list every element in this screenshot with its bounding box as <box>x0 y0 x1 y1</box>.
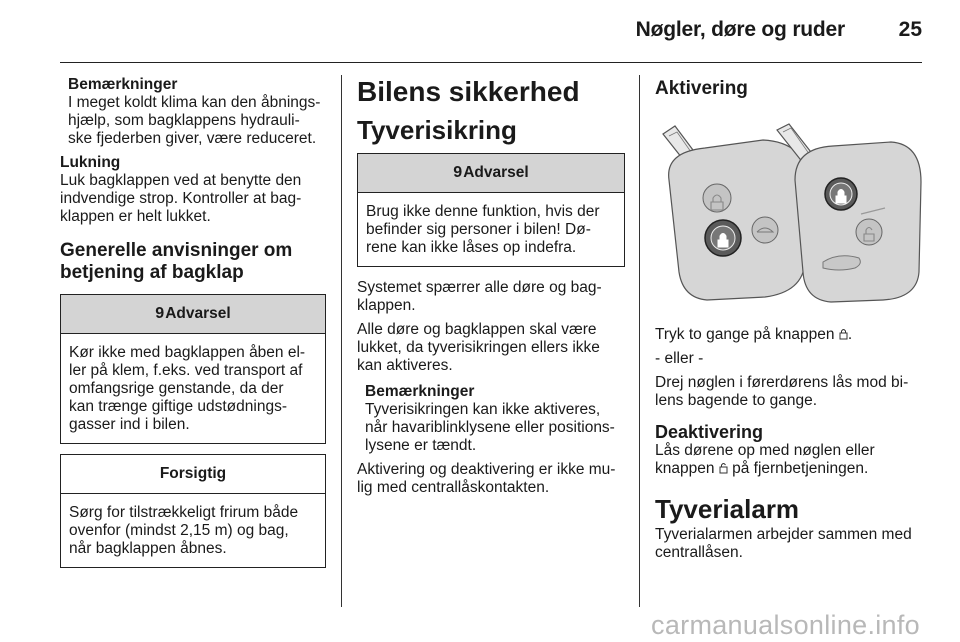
lock-icon <box>839 328 848 340</box>
subsection-heading: Tyverisikring <box>357 115 517 145</box>
box-line: befinder sig personer i bilen! Dø- <box>366 221 591 238</box>
warning-box-title: Advarsel <box>463 164 529 181</box>
warning-triangle-icon: 9 <box>155 305 165 322</box>
note-title: Bemærkninger <box>365 383 475 400</box>
page-number: 25 <box>898 18 922 41</box>
note-line: ske fjederben giver, være reduceret. <box>68 130 317 147</box>
note-line: Tyverisikringen kan ikke aktiveres, <box>365 401 601 418</box>
body-line: Tyverialarmen arbejder sammen med <box>655 526 912 543</box>
box-line: Sørg for tilstrækkeligt frirum både <box>69 504 299 521</box>
note-line: lysene er tændt. <box>365 437 477 454</box>
box-line: ler på klem, f.eks. ved transport af <box>69 362 303 379</box>
heading-line: Generelle anvisninger om <box>60 240 293 261</box>
body-line: Luk bagklappen ved at benytte den <box>60 172 302 189</box>
column-3 <box>655 76 923 562</box>
paragraph <box>357 461 625 497</box>
body-line: lens bagende to gange. <box>655 392 818 409</box>
aktivering-title: Aktivering <box>655 78 748 99</box>
body-line: indvendige strop. Kontroller at bag- <box>60 190 302 207</box>
lukning-title: Lukning <box>60 154 121 171</box>
column-1 <box>60 76 326 568</box>
body-line: Lås dørene op med nøglen eller <box>655 442 875 459</box>
body-line: Drej nøglen i førerdørens lås mod bi- <box>655 374 909 391</box>
box-line: når bagklappen åbnes. <box>69 540 227 557</box>
caution-box <box>60 454 326 568</box>
body-line: Aktivering og deaktivering er ikke mu- <box>357 461 616 478</box>
body-line: Alle døre og bagklappen skal være <box>357 321 597 338</box>
warning-box-header <box>358 154 624 193</box>
watermark: carmanualsonline.info <box>651 610 920 640</box>
box-line: gasser ind i bilen. <box>69 416 190 433</box>
heading-line: betjening af bagklap <box>60 262 244 283</box>
section-heading: Bilens sikkerhed <box>357 76 580 107</box>
remote-key-illustration <box>655 122 923 312</box>
general-heading <box>60 240 326 284</box>
note-line: hjælp, som bagklappens hydrauli- <box>68 112 300 129</box>
body-line: lig med centrallåskontakten. <box>357 479 550 496</box>
tryk-instruction <box>655 326 923 344</box>
warning-box-title: Advarsel <box>165 305 231 322</box>
paragraph <box>357 279 625 315</box>
column-2 <box>357 76 625 497</box>
warning-box-header <box>61 295 325 334</box>
body-line: klappen. <box>357 297 416 314</box>
column-divider-1 <box>341 75 342 607</box>
deakt-instruction <box>655 460 923 478</box>
lukning-section <box>60 154 326 226</box>
column-divider-2 <box>639 75 640 607</box>
box-line: Kør ikke med bagklappen åben el- <box>69 344 306 361</box>
warning-triangle-icon: 9 <box>453 164 463 181</box>
eller-line: - eller - <box>655 350 704 367</box>
deakt-text: knappen <box>655 460 719 477</box>
alarm-heading: Tyverialarm <box>655 494 800 524</box>
deakt-end: på fjernbetjeningen. <box>727 460 869 477</box>
paragraph <box>357 321 625 375</box>
body-line: kan aktiveres. <box>357 357 453 374</box>
warning-box-body <box>358 193 624 266</box>
warning-box-tailgate <box>60 294 326 444</box>
note-title: Bemærkninger <box>68 76 178 93</box>
box-line: omfangsrige genstande, da der <box>69 380 284 397</box>
caution-box-title: Forsigtig <box>159 465 227 482</box>
warning-box-body <box>61 334 325 443</box>
note-block <box>357 383 625 455</box>
box-line: Brug ikke denne funktion, hvis der <box>366 203 600 220</box>
tryk-end: . <box>847 326 853 343</box>
unlock-icon <box>719 462 728 474</box>
note-line: når havariblinklysene eller positions- <box>365 419 615 436</box>
body-line: centrallåsen. <box>655 544 743 561</box>
note-block <box>60 76 326 148</box>
paragraph <box>655 374 923 410</box>
caution-box-header <box>61 455 325 494</box>
box-line: kan trænge giftige udstødnings- <box>69 398 287 415</box>
page-header-title: Nøgler, døre og ruder <box>635 18 845 41</box>
box-line: rene kan ikke låses op indefra. <box>366 239 577 256</box>
remote-key-left <box>663 126 811 300</box>
tryk-text: Tryk to gange på knappen <box>655 326 839 343</box>
header-divider <box>60 62 922 63</box>
note-line: I meget koldt klima kan den åbnings- <box>68 94 321 111</box>
warning-box-theft <box>357 153 625 267</box>
body-line: klappen er helt lukket. <box>60 208 211 225</box>
caution-box-body <box>61 494 325 567</box>
body-line: Systemet spærrer alle døre og bag- <box>357 279 602 296</box>
body-line: lukket, da tyverisikringen ellers ikke <box>357 339 600 356</box>
box-line: ovenfor (mindst 2,15 m) og bag, <box>69 522 289 539</box>
deaktivering-title: Deaktivering <box>655 422 764 442</box>
